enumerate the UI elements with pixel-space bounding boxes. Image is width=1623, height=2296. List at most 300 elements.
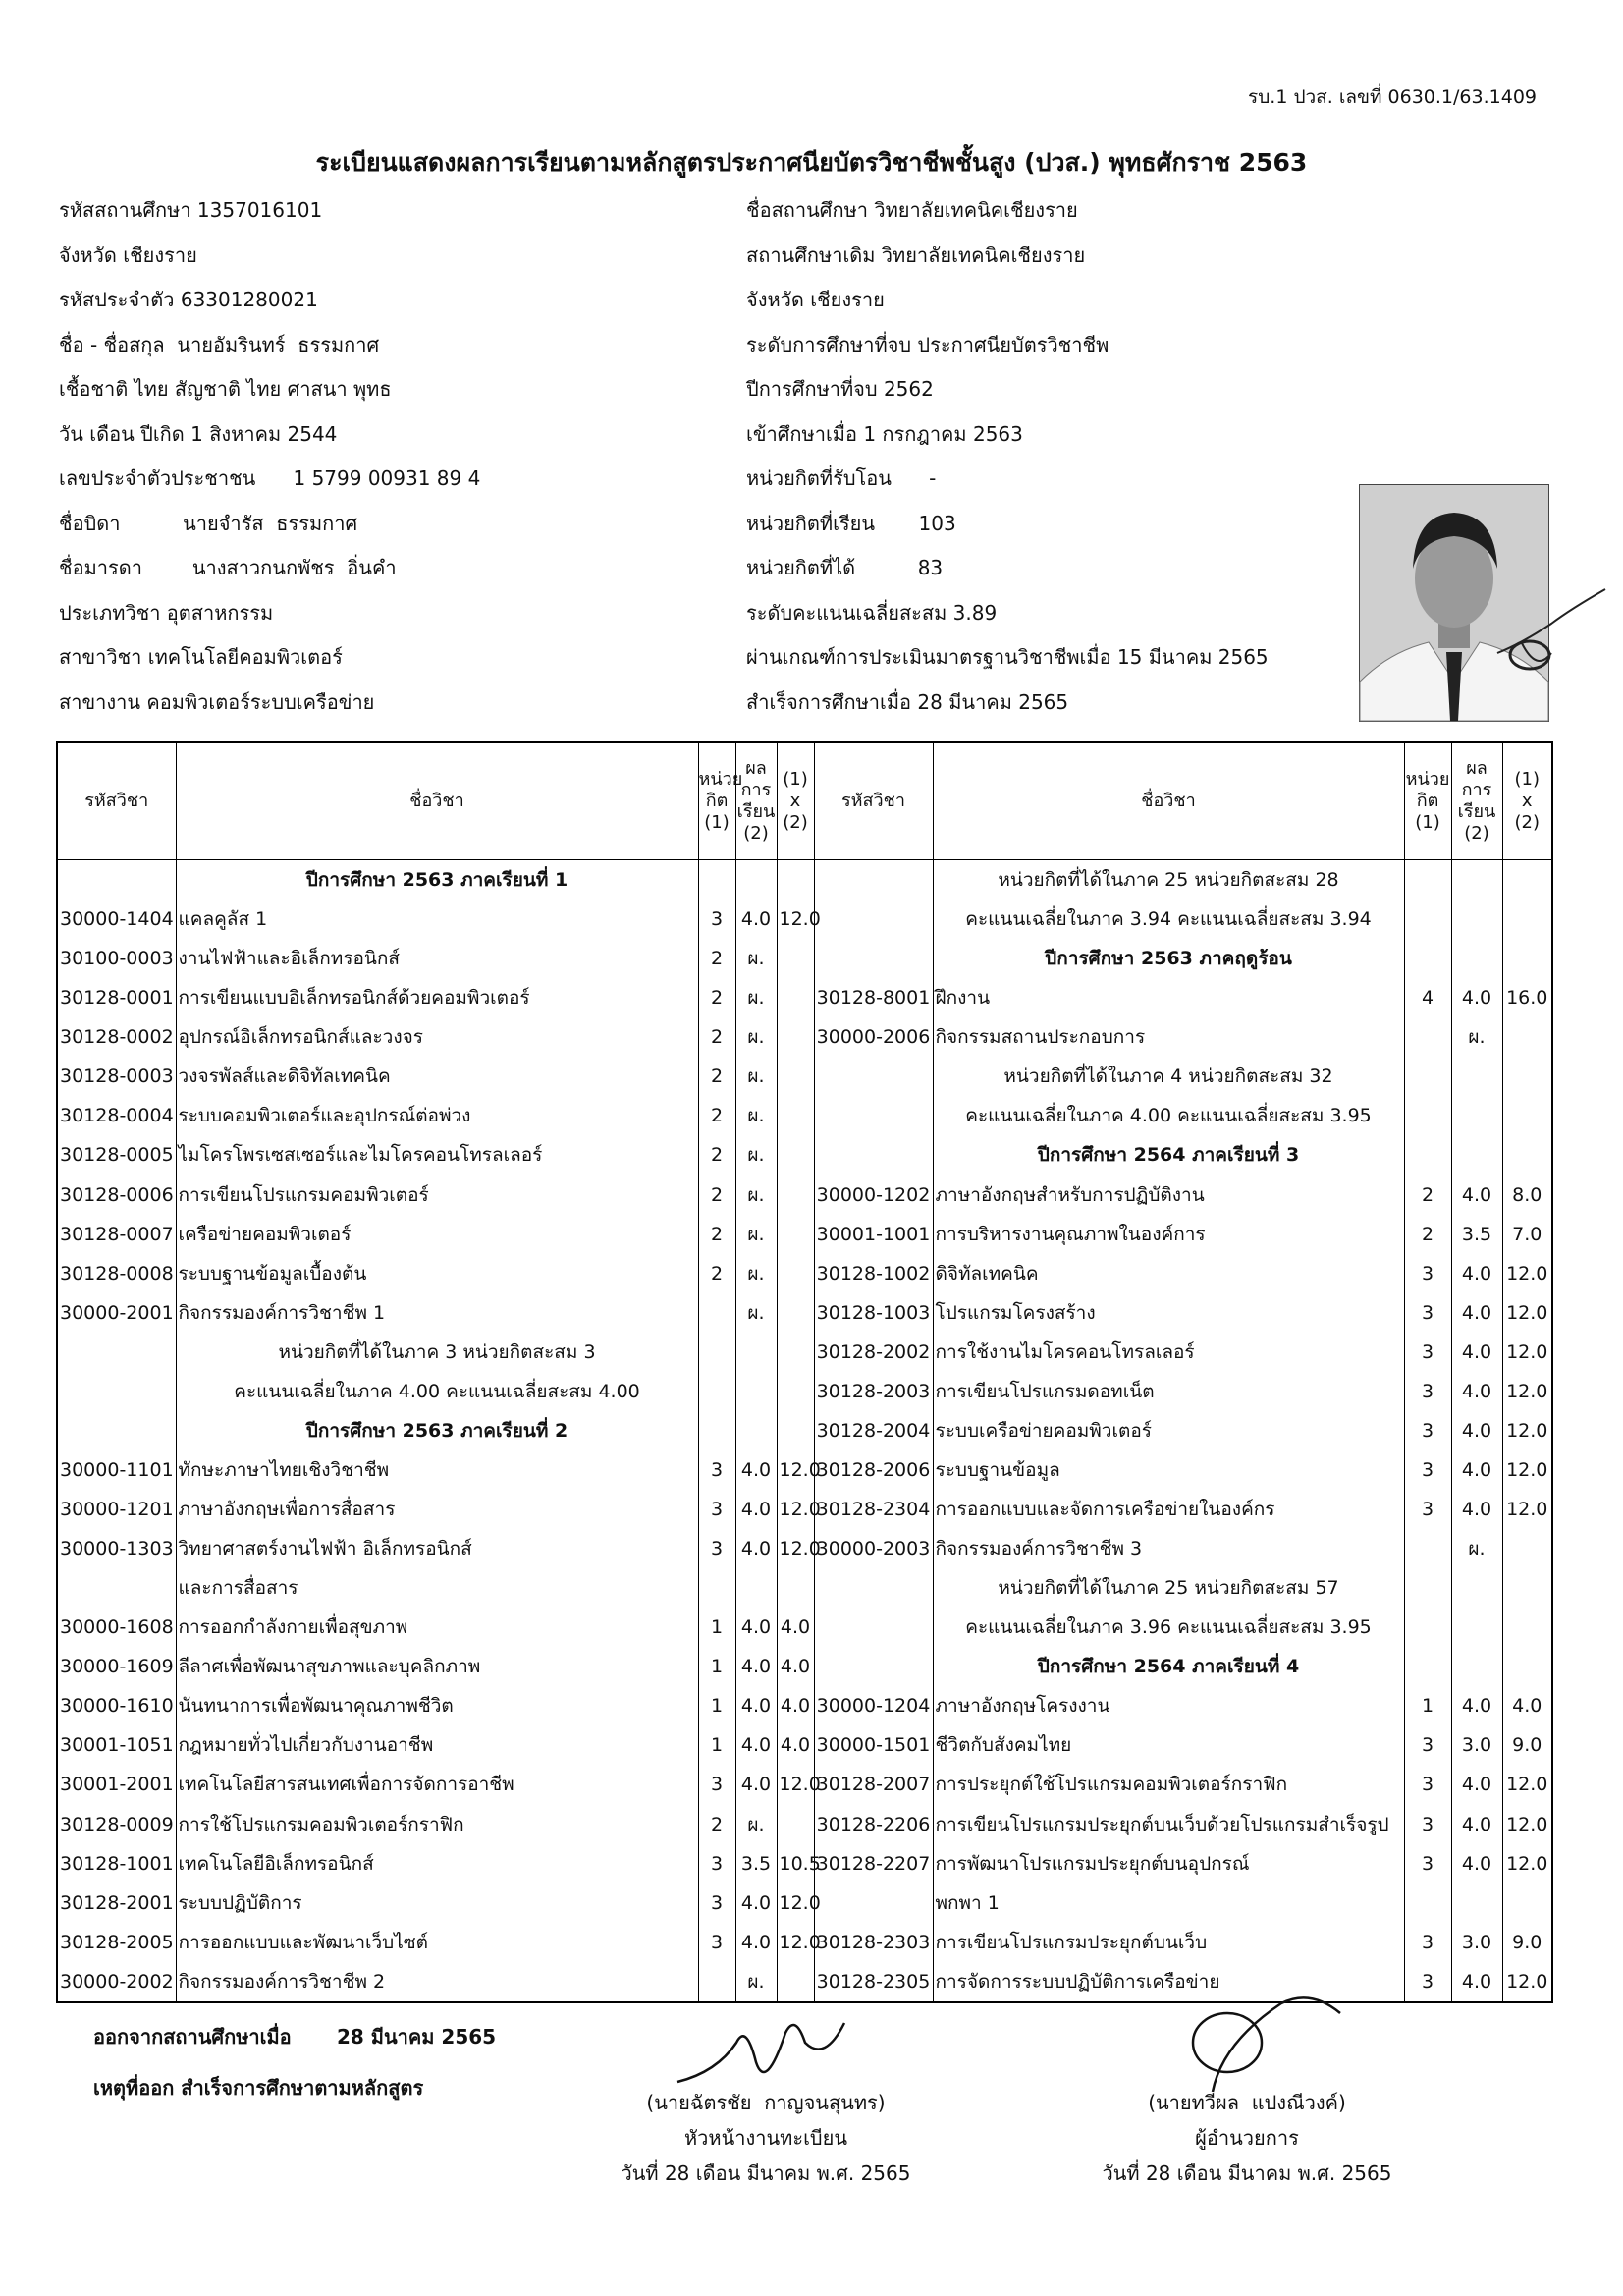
info-line: ปีการศึกษาที่จบ 2562 <box>746 377 934 401</box>
empty-cell <box>1451 1057 1502 1096</box>
course-name: ไมโครโพรเซสเซอร์และไมโครคอนโทรลเลอร์ <box>176 1135 698 1175</box>
empty-cell <box>814 1057 933 1096</box>
empty-cell <box>698 1333 735 1372</box>
course-grade: 4.0 <box>1451 1333 1502 1372</box>
grades-table <box>56 741 1553 2003</box>
course-name: ดิจิทัลเทคนิค <box>933 1254 1404 1293</box>
course-name: การเขียนโปรแกรมดอทเน็ต <box>933 1372 1404 1411</box>
term-heading: ปีการศึกษา 2564 ภาคเรียนที่ 4 <box>933 1647 1404 1686</box>
course-name: ระบบฐานข้อมูล <box>933 1450 1404 1490</box>
table-row <box>57 1647 1552 1686</box>
empty-cell <box>814 1608 933 1647</box>
empty-cell <box>1451 1096 1502 1135</box>
course-grade: 4.0 <box>735 1450 777 1490</box>
course-code: 30128-2002 <box>814 1333 933 1372</box>
table-row <box>57 1923 1552 1962</box>
course-name: ระบบฐานข้อมูลเบื้องต้น <box>176 1254 698 1293</box>
course-code: 30128-2004 <box>814 1411 933 1450</box>
course-credit: 1 <box>698 1647 735 1686</box>
course-credit: 2 <box>698 1254 735 1293</box>
course-grade: 4.0 <box>1451 1372 1502 1411</box>
course-name: การเขียนโปรแกรมประยุกต์บนเว็บด้วยโปรแกรมสำเร็จรูป <box>933 1805 1404 1844</box>
course-grade: ผ. <box>735 1962 777 2002</box>
table-row <box>57 1490 1552 1529</box>
table-row <box>57 1017 1552 1057</box>
course-credit: 3 <box>1404 1765 1451 1804</box>
course-name: ลีลาศเพื่อพัฒนาสุขภาพและบุคลิกภาพ <box>176 1647 698 1686</box>
course-code: 30128-2001 <box>57 1884 176 1923</box>
table-row <box>57 1686 1552 1725</box>
course-points: 12.0 <box>1502 1333 1552 1372</box>
course-credit: 3 <box>1404 1844 1451 1884</box>
course-grade: ผ. <box>735 1805 777 1844</box>
course-code: 30128-0009 <box>57 1805 176 1844</box>
course-points <box>777 978 814 1017</box>
course-grade: 3.0 <box>1451 1725 1502 1765</box>
course-credit: 3 <box>1404 1490 1451 1529</box>
course-points <box>1502 1884 1552 1923</box>
course-name: ฝึกงาน <box>933 978 1404 1017</box>
course-credit: 2 <box>698 1057 735 1096</box>
info-line: เลขประจำตัวประชาชน 1 5799 00931 89 4 <box>59 466 481 490</box>
course-points <box>777 1017 814 1057</box>
course-code: 30001-1001 <box>814 1215 933 1254</box>
table-row <box>57 1884 1552 1923</box>
course-credit: 2 <box>698 1017 735 1057</box>
director-date: วันที่ 28 เดือน มีนาคม พ.ศ. 2565 <box>1102 2161 1392 2185</box>
table-row <box>57 1254 1552 1293</box>
course-name: พกพา 1 <box>933 1884 1404 1923</box>
term-summary: หน่วยกิตที่ได้ในภาค 4 หน่วยกิตสะสม 32 <box>933 1057 1404 1096</box>
course-grade: 4.0 <box>735 1765 777 1804</box>
info-line: เชื้อชาติ ไทย สัญชาติ ไทย ศาสนา พุทธ <box>59 377 392 401</box>
term-summary: หน่วยกิตที่ได้ในภาค 25 หน่วยกิตสะสม 57 <box>933 1568 1404 1608</box>
course-grade: ผ. <box>735 1293 777 1333</box>
course-code: 30001-2001 <box>57 1765 176 1804</box>
course-credit: 3 <box>1404 1450 1451 1490</box>
course-name: อุปกรณ์อิเล็กทรอนิกส์และวงจร <box>176 1017 698 1057</box>
registrar-title: หัวหน้างานทะเบียน <box>683 2126 847 2150</box>
course-points: 4.0 <box>1502 1686 1552 1725</box>
course-grade: 4.0 <box>735 1647 777 1686</box>
term-summary: คะแนนเฉลี่ยในภาค 4.00 คะแนนเฉลี่ยสะสม 3.95 <box>933 1096 1404 1135</box>
course-points: 7.0 <box>1502 1215 1552 1254</box>
header-grade: ผล การ เรียน (2) <box>1451 742 1502 860</box>
course-code: 30000-1608 <box>57 1608 176 1647</box>
course-code: 30128-0001 <box>57 978 176 1017</box>
course-credit: 3 <box>698 1844 735 1884</box>
course-grade <box>1451 1884 1502 1923</box>
table-row <box>57 1844 1552 1884</box>
grades-body <box>57 860 1552 2003</box>
course-points <box>777 1254 814 1293</box>
term-summary: หน่วยกิตที่ได้ในภาค 25 หน่วยกิตสะสม 28 <box>933 860 1404 901</box>
empty-cell <box>1502 1096 1552 1135</box>
empty-cell <box>1502 1568 1552 1608</box>
table-row <box>57 1135 1552 1175</box>
empty-cell <box>1451 860 1502 901</box>
course-points <box>777 1057 814 1096</box>
course-points: 12.0 <box>1502 1450 1552 1490</box>
course-grade: 4.0 <box>1451 1962 1502 2002</box>
course-code: 30128-0008 <box>57 1254 176 1293</box>
empty-cell <box>777 1411 814 1450</box>
course-grade: 3.0 <box>1451 1923 1502 1962</box>
course-code: 30128-0004 <box>57 1096 176 1135</box>
empty-cell <box>814 1568 933 1608</box>
course-code: 30128-0006 <box>57 1175 176 1215</box>
course-grade: 4.0 <box>735 1725 777 1765</box>
course-credit <box>1404 1529 1451 1568</box>
course-code: 30001-1051 <box>57 1725 176 1765</box>
empty-cell <box>1404 1096 1451 1135</box>
course-code <box>57 1568 176 1608</box>
header-product: (1) x (2) <box>1502 742 1552 860</box>
course-name: ทักษะภาษาไทยเชิงวิชาชีพ <box>176 1450 698 1490</box>
term-summary: คะแนนเฉลี่ยในภาค 3.94 คะแนนเฉลี่ยสะสม 3.94 <box>933 900 1404 939</box>
term-summary: คะแนนเฉลี่ยในภาค 4.00 คะแนนเฉลี่ยสะสม 4.00 <box>176 1372 698 1411</box>
course-credit: 3 <box>698 1923 735 1962</box>
empty-cell <box>814 900 933 939</box>
course-grade: 4.0 <box>735 1686 777 1725</box>
course-credit: 2 <box>698 978 735 1017</box>
table-row <box>57 1529 1552 1568</box>
student-info-left <box>59 189 480 725</box>
course-credit: 3 <box>1404 1725 1451 1765</box>
course-credit <box>698 1293 735 1333</box>
course-grade: 4.0 <box>1451 978 1502 1017</box>
course-code: 30000-1201 <box>57 1490 176 1529</box>
course-name: วงจรพัลส์และดิจิทัลเทคนิค <box>176 1057 698 1096</box>
course-grade: ผ. <box>735 1057 777 1096</box>
course-points: 10.5 <box>777 1844 814 1884</box>
course-credit: 3 <box>698 1490 735 1529</box>
course-name: นันทนาการเพื่อพัฒนาคุณภาพชีวิต <box>176 1686 698 1725</box>
course-credit: 3 <box>1404 1293 1451 1333</box>
info-line: รหัสสถานศึกษา 1357016101 <box>59 198 323 222</box>
course-name: การใช้งานไมโครคอนโทรลเลอร์ <box>933 1333 1404 1372</box>
course-code: 30128-2207 <box>814 1844 933 1884</box>
empty-cell <box>814 1135 933 1175</box>
course-points: 12.0 <box>777 1884 814 1923</box>
empty-cell <box>1404 900 1451 939</box>
course-points <box>777 1215 814 1254</box>
course-points: 12.0 <box>1502 1411 1552 1450</box>
empty-cell <box>1502 1608 1552 1647</box>
course-grade: 4.0 <box>735 1923 777 1962</box>
empty-cell <box>698 1372 735 1411</box>
course-points <box>1502 1529 1552 1568</box>
course-name: ระบบเครือข่ายคอมพิวเตอร์ <box>933 1411 1404 1450</box>
course-grade: ผ. <box>735 978 777 1017</box>
course-points: 12.0 <box>1502 1293 1552 1333</box>
course-grade: ผ. <box>735 1254 777 1293</box>
course-name: การออกแบบและพัฒนาเว็บไซต์ <box>176 1923 698 1962</box>
course-name: การเขียนแบบอิเล็กทรอนิกส์ด้วยคอมพิวเตอร์ <box>176 978 698 1017</box>
registrar-name: (นายฉัตรชัย กาญจนสุนทร) <box>646 2091 886 2114</box>
course-points <box>1502 1017 1552 1057</box>
course-grade: 3.5 <box>735 1844 777 1884</box>
table-row <box>57 1411 1552 1450</box>
document-title: ระเบียนแสดงผลการเรียนตามหลักสูตรประกาศนียบัตรวิชาชีพชั้นสูง (ปวส.) พุทธศักราช 2563 <box>315 148 1308 177</box>
course-points <box>777 1135 814 1175</box>
course-code: 30128-2005 <box>57 1923 176 1962</box>
course-grade: ผ. <box>735 1017 777 1057</box>
table-row <box>57 1608 1552 1647</box>
course-points: 4.0 <box>777 1647 814 1686</box>
course-name: กิจกรรมสถานประกอบการ <box>933 1017 1404 1057</box>
course-grade: ผ. <box>1451 1017 1502 1057</box>
header-code: รหัสวิชา <box>814 742 933 860</box>
course-code: 30128-8001 <box>814 978 933 1017</box>
course-grade: ผ. <box>1451 1529 1502 1568</box>
course-name: เทคโนโลยีสารสนเทศเพื่อการจัดการอาชีพ <box>176 1765 698 1804</box>
empty-cell <box>1404 1608 1451 1647</box>
course-credit: 2 <box>698 1096 735 1135</box>
course-credit: 2 <box>698 939 735 978</box>
course-points: 12.0 <box>777 900 814 939</box>
course-name: กิจกรรมองค์การวิชาชีพ 3 <box>933 1529 1404 1568</box>
course-name: การบริหารงานคุณภาพในองค์การ <box>933 1215 1404 1254</box>
info-line: ระดับการศึกษาที่จบ ประกาศนียบัตรวิชาชีพ <box>746 332 1109 356</box>
course-credit <box>1404 1884 1451 1923</box>
course-grade: ผ. <box>735 1135 777 1175</box>
course-name: กิจกรรมองค์การวิชาชีพ 1 <box>176 1293 698 1333</box>
course-code: 30100-0003 <box>57 939 176 978</box>
info-line: หน่วยกิตที่เรียน 103 <box>746 511 956 535</box>
empty-cell <box>1404 1135 1451 1175</box>
course-points: 12.0 <box>1502 1805 1552 1844</box>
header-name: ชื่อวิชา <box>176 742 698 860</box>
info-line: เข้าศึกษาเมื่อ 1 กรกฎาคม 2563 <box>746 421 1023 446</box>
term-heading: ปีการศึกษา 2563 ภาคฤดูร้อน <box>933 939 1404 978</box>
header-credit: หน่วย กิต (1) <box>698 742 735 860</box>
table-row <box>57 1175 1552 1215</box>
course-grade <box>735 1568 777 1608</box>
info-line: หน่วยกิตที่รับโอน - <box>746 466 937 490</box>
table-row <box>57 1096 1552 1135</box>
course-grade: 4.0 <box>1451 1293 1502 1333</box>
course-code: 30128-2007 <box>814 1765 933 1804</box>
info-line: ชื่อ - ชื่อสกุล นายอัมรินทร์ ธรรมกาศ <box>59 332 380 356</box>
table-row <box>57 1293 1552 1333</box>
empty-cell <box>1404 939 1451 978</box>
course-points: 12.0 <box>1502 1372 1552 1411</box>
course-name: โปรแกรมโครงสร้าง <box>933 1293 1404 1333</box>
table-row <box>57 1372 1552 1411</box>
empty-cell <box>1502 1057 1552 1096</box>
course-credit: 3 <box>698 900 735 939</box>
course-grade: ผ. <box>735 1175 777 1215</box>
course-grade: 4.0 <box>735 1608 777 1647</box>
course-points: 4.0 <box>777 1686 814 1725</box>
table-row <box>57 1568 1552 1608</box>
info-line: หน่วยกิตที่ได้ 83 <box>746 556 944 579</box>
table-row <box>57 860 1552 901</box>
course-points: 8.0 <box>1502 1175 1552 1215</box>
info-line: จังหวัด เชียงราย <box>746 288 885 311</box>
empty-cell <box>57 1372 176 1411</box>
course-credit: 2 <box>698 1805 735 1844</box>
course-grade: 4.0 <box>1451 1844 1502 1884</box>
course-name: การออกกำลังกายเพื่อสุขภาพ <box>176 1608 698 1647</box>
empty-cell <box>1451 939 1502 978</box>
course-code: 30128-1001 <box>57 1844 176 1884</box>
empty-cell <box>1502 1135 1552 1175</box>
empty-cell <box>1502 1647 1552 1686</box>
course-points: 12.0 <box>777 1529 814 1568</box>
course-grade: 4.0 <box>1451 1254 1502 1293</box>
course-name: ชีวิตกับสังคมไทย <box>933 1725 1404 1765</box>
course-name: เครือข่ายคอมพิวเตอร์ <box>176 1215 698 1254</box>
empty-cell <box>57 1333 176 1372</box>
course-name: แคลคูลัส 1 <box>176 900 698 939</box>
student-info-right <box>746 189 1269 725</box>
table-row <box>57 1450 1552 1490</box>
empty-cell <box>1502 900 1552 939</box>
course-grade: 4.0 <box>1451 1450 1502 1490</box>
empty-cell <box>777 1333 814 1372</box>
course-credit: 2 <box>698 1135 735 1175</box>
course-points: 4.0 <box>777 1725 814 1765</box>
table-row <box>57 900 1552 939</box>
course-credit: 2 <box>698 1175 735 1215</box>
course-name: การพัฒนาโปรแกรมประยุกต์บนอุปกรณ์ <box>933 1844 1404 1884</box>
course-code: 30000-1204 <box>814 1686 933 1725</box>
course-name: งานไฟฟ้าและอิเล็กทรอนิกส์ <box>176 939 698 978</box>
registrar-block <box>589 2085 943 2191</box>
course-code <box>814 1884 933 1923</box>
course-points: 16.0 <box>1502 978 1552 1017</box>
course-grade: 3.5 <box>1451 1215 1502 1254</box>
header-credit: หน่วย กิต (1) <box>1404 742 1451 860</box>
empty-cell <box>735 1411 777 1450</box>
course-code: 30000-1202 <box>814 1175 933 1215</box>
empty-cell <box>1502 860 1552 901</box>
course-credit: 3 <box>1404 1923 1451 1962</box>
director-block <box>1070 2085 1424 2191</box>
course-code: 30000-2006 <box>814 1017 933 1057</box>
course-credit: 3 <box>1404 1805 1451 1844</box>
course-code: 30000-1303 <box>57 1529 176 1568</box>
course-points: 9.0 <box>1502 1923 1552 1962</box>
course-name: การออกแบบและจัดการเครือข่ายในองค์กร <box>933 1490 1404 1529</box>
course-name: การจัดการระบบปฏิบัติการเครือข่าย <box>933 1962 1404 2002</box>
course-grade: 4.0 <box>1451 1686 1502 1725</box>
course-code: 30128-1003 <box>814 1293 933 1333</box>
info-line: ระดับคะแนนเฉลี่ยสะสม 3.89 <box>746 600 998 625</box>
empty-cell <box>814 1096 933 1135</box>
course-points: 12.0 <box>1502 1844 1552 1884</box>
course-name: ระบบปฏิบัติการ <box>176 1884 698 1923</box>
header-product: (1) x (2) <box>777 742 814 860</box>
empty-cell <box>1451 1647 1502 1686</box>
course-credit: 2 <box>1404 1215 1451 1254</box>
header-name: ชื่อวิชา <box>933 742 1404 860</box>
course-name: การประยุกต์ใช้โปรแกรมคอมพิวเตอร์กราฟิก <box>933 1765 1404 1804</box>
info-line: วัน เดือน ปีเกิด 1 สิงหาคม 2544 <box>59 421 338 446</box>
course-points: 12.0 <box>777 1490 814 1529</box>
course-grade: 4.0 <box>735 1490 777 1529</box>
course-code: 30128-0007 <box>57 1215 176 1254</box>
empty-cell <box>1404 1568 1451 1608</box>
course-name: กิจกรรมองค์การวิชาชีพ 2 <box>176 1962 698 2002</box>
course-grade: ผ. <box>735 1215 777 1254</box>
leave-label: ออกจากสถานศึกษาเมื่อ <box>93 2025 292 2049</box>
course-code: 30128-1002 <box>814 1254 933 1293</box>
info-line: ชื่อมารดา นางสาวกนกพัชร อิ่นคำ <box>59 556 397 579</box>
empty-cell <box>735 860 777 901</box>
info-line: ชื่อสถานศึกษา วิทยาลัยเทคนิคเชียงราย <box>746 198 1078 222</box>
course-name: การใช้โปรแกรมคอมพิวเตอร์กราฟิก <box>176 1805 698 1844</box>
course-credit: 3 <box>1404 1333 1451 1372</box>
course-points <box>777 1175 814 1215</box>
info-line: สาขางาน คอมพิวเตอร์ระบบเครือข่าย <box>59 689 375 714</box>
empty-cell <box>698 860 735 901</box>
empty-cell <box>1451 1608 1502 1647</box>
course-code: 30128-2305 <box>814 1962 933 2002</box>
course-grade: 4.0 <box>1451 1765 1502 1804</box>
course-name: ระบบคอมพิวเตอร์และอุปกรณ์ต่อพ่วง <box>176 1096 698 1135</box>
term-heading: ปีการศึกษา 2563 ภาคเรียนที่ 2 <box>176 1411 698 1450</box>
course-code: 30000-1101 <box>57 1450 176 1490</box>
table-row <box>57 1333 1552 1372</box>
course-credit <box>698 1568 735 1608</box>
course-points <box>777 1568 814 1608</box>
leave-reason: เหตุที่ออก สำเร็จการศึกษาตามหลักสูตร <box>93 2076 424 2100</box>
info-line: ผ่านเกณฑ์การประเมินมาตรฐานวิชาชีพเมื่อ 15 มีนาคม 2565 <box>746 645 1269 669</box>
table-header-row <box>57 742 1552 860</box>
course-points: 12.0 <box>1502 1490 1552 1529</box>
course-code: 30000-1609 <box>57 1647 176 1686</box>
course-points: 4.0 <box>777 1608 814 1647</box>
empty-cell <box>814 860 933 901</box>
course-name: เทคโนโลยีอิเล็กทรอนิกส์ <box>176 1844 698 1884</box>
course-name: วิทยาศาสตร์งานไฟฟ้า อิเล็กทรอนิกส์ <box>176 1529 698 1568</box>
director-title: ผู้อำนวยการ <box>1195 2126 1299 2150</box>
course-grade: 4.0 <box>1451 1175 1502 1215</box>
course-credit: 3 <box>698 1884 735 1923</box>
course-code: 30000-2003 <box>814 1529 933 1568</box>
course-code: 30128-2206 <box>814 1805 933 1844</box>
document-number: รบ.1 ปวส. เลขที่ 0630.1/63.1409 <box>1248 86 1537 108</box>
registrar-date: วันที่ 28 เดือน มีนาคม พ.ศ. 2565 <box>621 2161 911 2185</box>
course-points <box>777 1096 814 1135</box>
course-credit: 1 <box>698 1725 735 1765</box>
course-name: ภาษาอังกฤษเพื่อการสื่อสาร <box>176 1490 698 1529</box>
info-line: จังหวัด เชียงราย <box>59 243 197 267</box>
course-credit: 1 <box>698 1608 735 1647</box>
table-row <box>57 978 1552 1017</box>
course-grade: 4.0 <box>1451 1411 1502 1450</box>
empty-cell <box>735 1372 777 1411</box>
info-line: สาขาวิชา เทคโนโลยีคอมพิวเตอร์ <box>59 645 343 669</box>
leave-date: 28 มีนาคม 2565 <box>337 2025 497 2049</box>
course-code: 30000-2002 <box>57 1962 176 2002</box>
course-code: 30000-1501 <box>814 1725 933 1765</box>
course-credit: 1 <box>698 1686 735 1725</box>
table-row <box>57 1725 1552 1765</box>
table-row <box>57 1057 1552 1096</box>
empty-cell <box>1451 1568 1502 1608</box>
empty-cell <box>814 939 933 978</box>
course-code: 30000-2001 <box>57 1293 176 1333</box>
course-grade: ผ. <box>735 939 777 978</box>
stamp-signature-mark <box>1492 584 1610 692</box>
course-points <box>777 939 814 978</box>
course-credit: 3 <box>698 1529 735 1568</box>
table-row <box>57 939 1552 978</box>
